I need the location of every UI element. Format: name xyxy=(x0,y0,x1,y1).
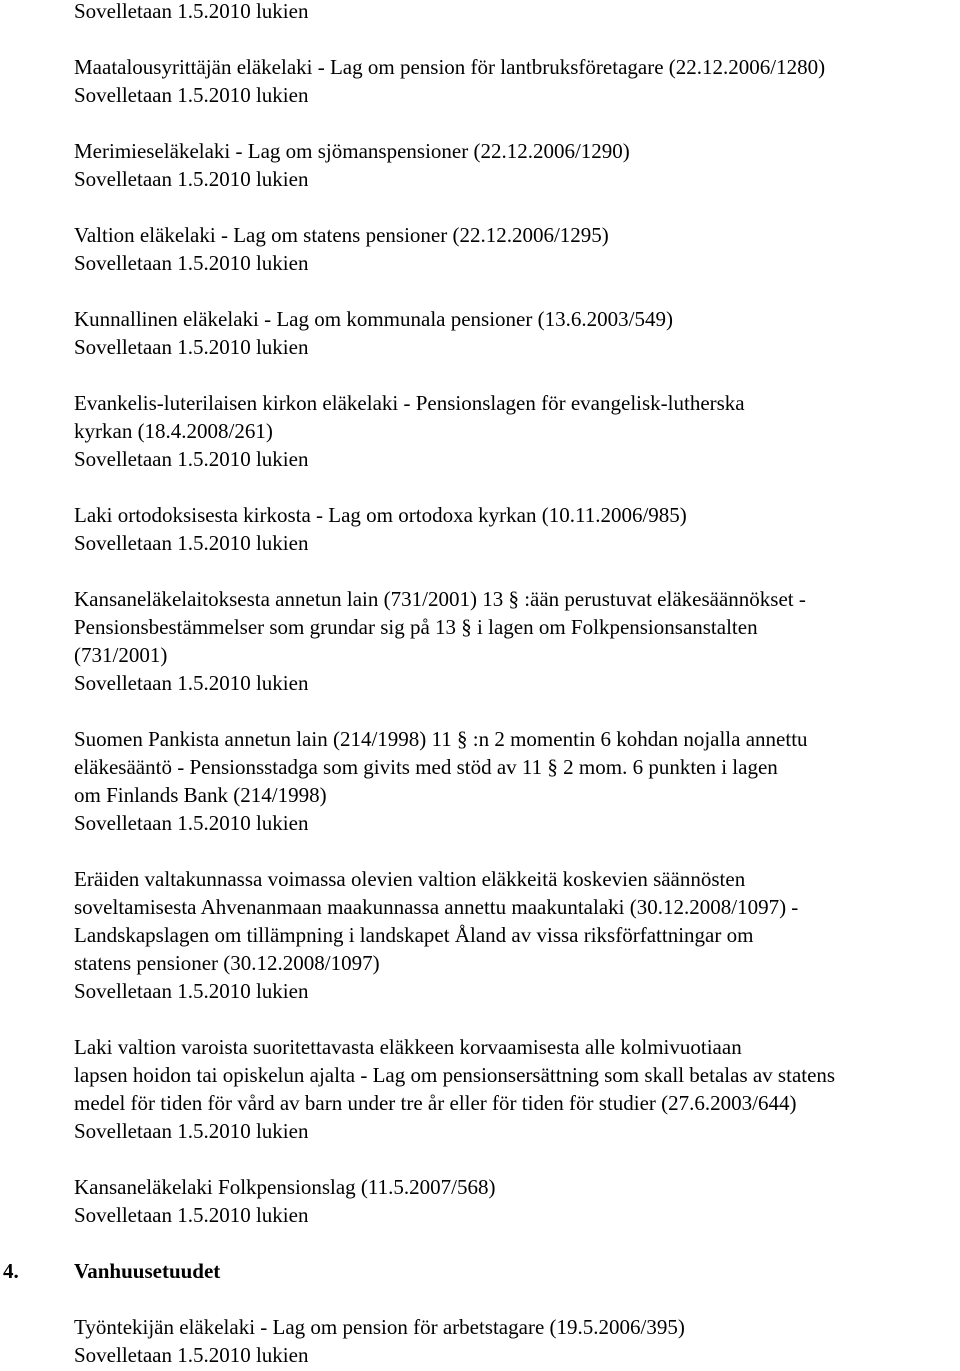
section-heading xyxy=(3,1257,958,1285)
law-list-section-4 xyxy=(74,1313,958,1369)
law-title-line: soveltamisesta Ahvenanmaan maakunnassa annettu maakuntalaki (30.12.2008/1097) - xyxy=(74,895,799,919)
law-entry xyxy=(74,53,958,109)
law-title-line: Pensionsbestämmelser som grundar sig på 13 § i lagen om Folkpensionsanstalten xyxy=(74,615,758,639)
law-title-line: Landskapslagen om tillämpning i landskapet Åland av vissa riksförfattningar om xyxy=(74,923,754,947)
law-entry xyxy=(74,725,958,837)
law-entry xyxy=(74,389,958,473)
law-entry xyxy=(74,137,958,193)
law-title-line: Evankelis-luterilaisen kirkon eläkelaki - Pensionslagen för evangelisk-lutherska xyxy=(74,391,745,415)
law-title-line: Maatalousyrittäjän eläkelaki - Lag om pension för lantbruksföretagare (22.12.2006/1280) xyxy=(74,55,826,79)
applied-date: Sovelletaan 1.5.2010 lukien xyxy=(74,531,309,555)
law-entry xyxy=(74,501,958,557)
law-title-line: Kansaneläkelaki Folkpensionslag (11.5.2007/568) xyxy=(74,1175,496,1199)
law-title-line: Suomen Pankista annetun lain (214/1998) 11 § :n 2 momentin 6 kohdan nojalla annettu xyxy=(74,727,808,751)
top-applied-line xyxy=(74,0,958,25)
law-entry xyxy=(74,1033,958,1145)
law-title-line: lapsen hoidon tai opiskelun ajalta - Lag om pensionsersättning som skall betalas av statens xyxy=(74,1063,836,1087)
law-entry xyxy=(74,1313,958,1369)
applied-date: Sovelletaan 1.5.2010 lukien xyxy=(74,671,309,695)
applied-date: Sovelletaan 1.5.2010 lukien xyxy=(74,335,309,359)
law-title-line: Eräiden valtakunnassa voimassa olevien valtion eläkkeitä koskevien säännösten xyxy=(74,867,746,891)
law-title-line: Kunnallinen eläkelaki - Lag om kommunala pensioner (13.6.2003/549) xyxy=(74,307,673,331)
applied-date: Sovelletaan 1.5.2010 lukien xyxy=(74,1203,309,1227)
law-title-line: medel för tiden för vård av barn under tre år eller för tiden för studier (27.6.2003/644) xyxy=(74,1091,797,1115)
law-title-line: Merimieseläkelaki - Lag om sjömanspensioner (22.12.2006/1290) xyxy=(74,139,630,163)
applied-date: Sovelletaan 1.5.2010 lukien xyxy=(74,83,309,107)
applied-date: Sovelletaan 1.5.2010 lukien xyxy=(74,167,309,191)
law-entry xyxy=(74,865,958,1005)
law-title-line: om Finlands Bank (214/1998) xyxy=(74,783,327,807)
applied-date: Sovelletaan 1.5.2010 lukien xyxy=(74,811,309,835)
applied-date: Sovelletaan 1.5.2010 lukien xyxy=(74,0,309,23)
section-title: Vanhuusetuudet xyxy=(74,1259,221,1283)
law-title-line: Työntekijän eläkelaki - Lag om pension för arbetstagare (19.5.2006/395) xyxy=(74,1315,685,1339)
law-title-line: kyrkan (18.4.2008/261) xyxy=(74,419,273,443)
document-body xyxy=(3,0,958,1369)
applied-date: Sovelletaan 1.5.2010 lukien xyxy=(74,1343,309,1367)
applied-date: Sovelletaan 1.5.2010 lukien xyxy=(74,251,309,275)
applied-date: Sovelletaan 1.5.2010 lukien xyxy=(74,1119,309,1143)
law-title-line: Laki valtion varoista suoritettavasta eläkkeen korvaamisesta alle kolmivuotiaan xyxy=(74,1035,742,1059)
applied-date: Sovelletaan 1.5.2010 lukien xyxy=(74,979,309,1003)
law-entry xyxy=(74,221,958,277)
law-entry xyxy=(74,305,958,361)
section-number: 4. xyxy=(3,1259,19,1283)
law-entry xyxy=(74,1173,958,1229)
law-title-line: Laki ortodoksisesta kirkosta - Lag om ortodoxa kyrkan (10.11.2006/985) xyxy=(74,503,687,527)
law-title-line: (731/2001) xyxy=(74,643,168,667)
law-title-line: statens pensioner (30.12.2008/1097) xyxy=(74,951,380,975)
law-title-line: Kansaneläkelaitoksesta annetun lain (731/2001) 13 § :ään perustuvat eläkesäännökset - xyxy=(74,587,806,611)
law-entry xyxy=(74,585,958,697)
applied-date: Sovelletaan 1.5.2010 lukien xyxy=(74,447,309,471)
law-list xyxy=(74,53,958,1229)
law-title-line: eläkesääntö - Pensionsstadga som givits med stöd av 11 § 2 mom. 6 punkten i lagen xyxy=(74,755,778,779)
law-title-line: Valtion eläkelaki - Lag om statens pensioner (22.12.2006/1295) xyxy=(74,223,609,247)
